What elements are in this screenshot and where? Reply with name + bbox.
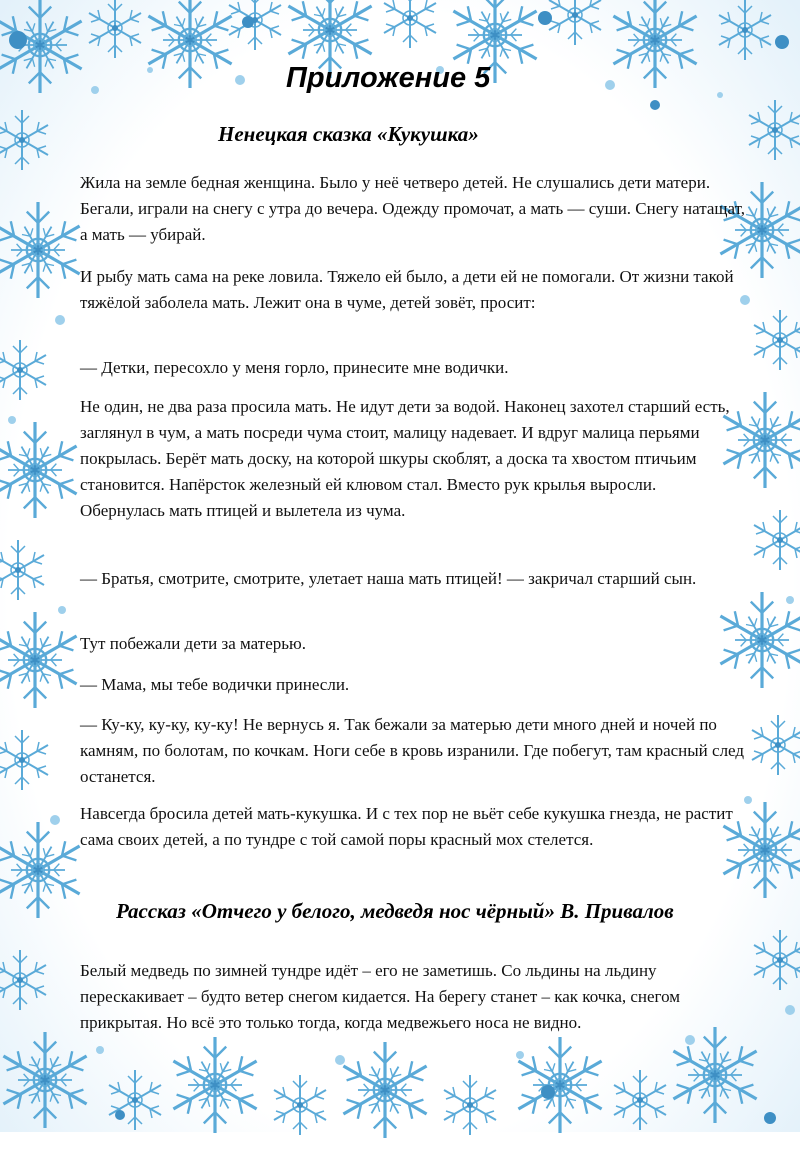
paragraph-3: — Детки, пересохло у меня горло, принесите мне водички. — [80, 358, 509, 377]
story-title: Рассказ «Отчего у белого, медведя нос чёрный» В. Привалов — [116, 899, 674, 923]
paragraph-7: — Мама, мы тебе водички принесли. — [80, 675, 350, 694]
paragraph-5: — Братья, смотрите, смотрите, улетает наша мать птицей! — закричал старший сын. — [80, 569, 697, 588]
appendix-label: Приложение 5 — [286, 62, 491, 94]
tale-title: Ненецкая сказка «Кукушка» — [218, 122, 479, 146]
paragraph-9: Навсегда бросила детей мать-кукушка. И с тех пор не вьёт себе кукушка гнезда, не растит сама своих детей, а по тундре с той самой поры красный мох стелется. — [80, 804, 733, 849]
paragraph-6: Тут побежали дети за матерью. — [80, 634, 306, 653]
paragraph-4: Не один, не два раза просила мать. Не идут дети за водой. Наконец захотел старший есть, заглянул в чум, а мать посреди чума стоит, малицу надевает. И вдруг малица перьями покрылась. Берёт мать доску, на которой шкуры скоблят, а доска та хвостом птичьим становится. Напёрсток железный ей клювом стал. Вместо рук крылья выросли. Обернулась мать птицей и вылетела из чума. — [80, 397, 730, 520]
paragraph-8: — Ку-ку, ку-ку, ку-ку! Не вернусь я. Так бежали за матерью дети много дней и ночей по камням, по болотам, по кочкам. Ноги себе в кровь изранили. Где побегут, там красный след останется. — [80, 715, 745, 786]
story-paragraph: Белый медведь по зимней тундре идёт – его не заметишь. Со льдины на льдину перескакивает – будто ветер снегом кидается. На берегу станет – как кочка, снегом прикрытая. Но всё это только тогда, когда медвежьего носа не видно. — [80, 961, 681, 1032]
paragraph-2: И рыбу мать сама на реке ловила. Тяжело ей было, а дети ей не помогали. От жизни такой тяжёлой заболела мать. Лежит она в чуме, детей зовёт, просит: — [80, 267, 734, 312]
paragraph-1: Жила на земле бедная женщина. Было у неё четверо детей. Не слушались дети матери. Бегали, играли на снегу с утра до вечера. Одежду промочат, а мать — суши. Снегу натащат, а мать — убирай. — [80, 173, 745, 244]
